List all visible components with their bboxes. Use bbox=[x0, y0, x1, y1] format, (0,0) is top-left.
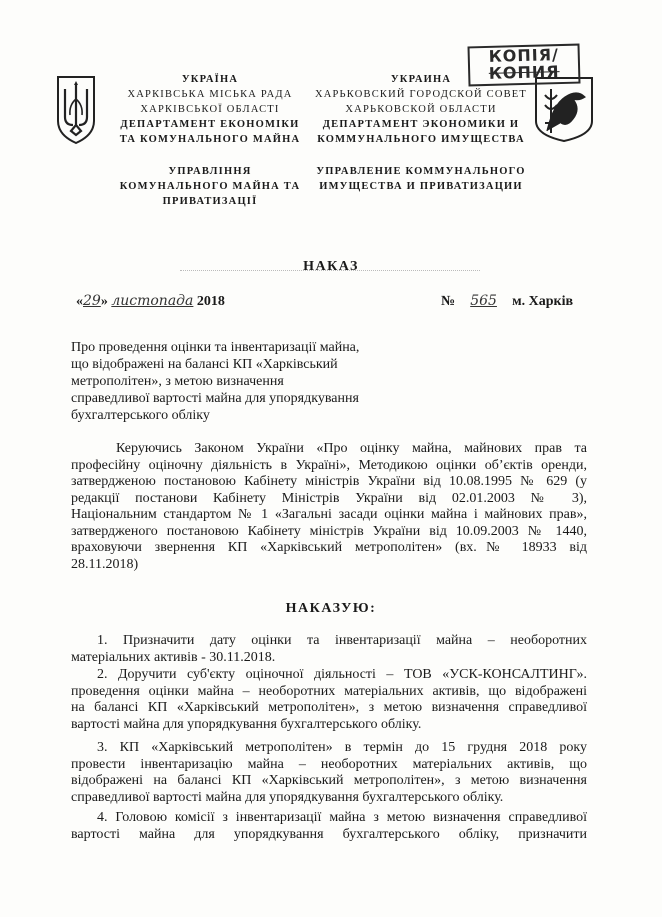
item-line: відображені на балансі КП «Харківський метрополітен», з метою визначення bbox=[71, 773, 587, 788]
preamble-paragraph bbox=[71, 441, 587, 573]
header-russian bbox=[308, 72, 534, 194]
item-line: 3. КП «Харківський метрополітен» в термін до 15 грудня 2018 року bbox=[97, 740, 587, 755]
number-label: № bbox=[441, 294, 456, 309]
order-number bbox=[441, 293, 573, 310]
subject-line: що відображені на балансі КП «Харківський bbox=[71, 357, 338, 372]
date-year: 2018 bbox=[196, 294, 225, 309]
order-title: НАКАЗ bbox=[303, 259, 359, 274]
item-line: 1. Призначити дату оцінки та інвентаризації майна – необоротних bbox=[97, 633, 587, 648]
preamble-line: Керуючись Законом України «Про оцінку майна, майнових прав та bbox=[116, 441, 587, 456]
header-ua-line-3: ХАРКІВСЬКОЇ ОБЛАСТІ bbox=[140, 104, 280, 115]
subject-line: Про проведення оцінки та інвентаризації майна, bbox=[71, 340, 360, 355]
item-line: вартості майна для упорядкування бухгалтерського обліку. bbox=[71, 716, 422, 732]
order-item-3 bbox=[71, 740, 587, 806]
order-subject bbox=[71, 339, 401, 424]
preamble-line: затвердженою постановою Кабінету міністрів України від 10.08.1995 № 629 (у bbox=[71, 474, 587, 489]
number-city: м. Харків bbox=[512, 294, 574, 309]
item-line: матеріальних активів - 30.11.2018. bbox=[71, 649, 276, 665]
preamble-line: редакції постанови Кабінету Міністрів України від 02.01.2003 № 3), bbox=[71, 490, 587, 506]
header-ua-line-1: УКРАЇНА bbox=[181, 74, 239, 85]
header-ru-line-2: ХАРЬКОВСКИЙ ГОРОДСКОЙ СОВЕТ bbox=[314, 89, 528, 100]
order-item-1 bbox=[71, 633, 587, 666]
date-month: листопада bbox=[111, 293, 194, 309]
order-item-2 bbox=[71, 667, 587, 733]
stamp-line-2: КОПИЯ bbox=[488, 62, 560, 83]
date-day: 29 bbox=[83, 293, 101, 309]
header-ukrainian bbox=[100, 72, 320, 209]
preamble-line: затвердженого постановою Кабінету міністрів України від 10.09.2003 № 1440, bbox=[71, 523, 587, 539]
item-line: 4. Головою комісії з інвентаризації майна з метою визначення справедливої bbox=[97, 810, 587, 825]
header-ru-line-3: ХАРЬКОВСКОЙ ОБЛАСТИ bbox=[345, 104, 497, 115]
header-ru-line-6: УПРАВЛЕНИЕ КОММУНАЛЬНОГО bbox=[316, 166, 526, 177]
item-line: вартості майна для упорядкування бухгалтерського обліку, призначити bbox=[71, 826, 587, 842]
item-line: 2. Доручити суб'єкту оціночної діяльності – ТОВ «УСК-КОНСАЛТИНГ». bbox=[97, 667, 587, 682]
item-line: справедливої вартості майна для упорядкування бухгалтерського обліку. bbox=[71, 789, 504, 805]
number-value: 565 bbox=[470, 293, 497, 309]
item-line: проведення оцінки майна – необоротних матеріальних активів, що відображені bbox=[71, 683, 587, 699]
preamble-line: професійну оціночну діяльність в Україні», Методикою оцінки об’єктів оренди, bbox=[71, 457, 587, 473]
header-ru-line-4: ДЕПАРТАМЕНТ ЭКОНОМИКИ И bbox=[322, 119, 520, 130]
preamble-line: враховуючи звернення КП «Харківський метрополітен» (вх.№ 18933 від bbox=[71, 540, 587, 555]
header-ua-line-2: ХАРКІВСЬКА МІСЬКА РАДА bbox=[127, 89, 293, 100]
subject-line: бухгалтерського обліку bbox=[71, 408, 210, 423]
header-ua-line-4: ДЕПАРТАМЕНТ ЕКОНОМІКИ bbox=[120, 119, 300, 130]
header-ru-line-5: КОММУНАЛЬНОГО ИМУЩЕСТВА bbox=[317, 134, 525, 145]
date-open-quote: « bbox=[76, 294, 83, 309]
ukraine-trident-emblem-icon bbox=[55, 75, 97, 145]
orders-heading: НАКАЗУЮ: bbox=[285, 601, 377, 616]
preamble-line: 28.11.2018) bbox=[71, 556, 139, 572]
stamp-line-1: КОПІЯ/ bbox=[488, 45, 560, 66]
subject-line: метрополітен», з метою визначення bbox=[71, 374, 284, 389]
header-ru-line-1: УКРАИНА bbox=[390, 74, 452, 85]
order-item-4 bbox=[71, 810, 587, 843]
header-ru-line-7: ИМУЩЕСТВА И ПРИВАТИЗАЦИИ bbox=[319, 181, 523, 192]
header-ua-line-8: ПРИВАТИЗАЦІЇ bbox=[162, 196, 258, 207]
kharkiv-city-emblem-icon bbox=[533, 75, 595, 143]
header-ua-line-5: ТА КОМУНАЛЬНОГО МАЙНА bbox=[119, 134, 301, 145]
preamble-line: Національним стандартом № 1 «Загальні засади оцінки майна і майнових прав», bbox=[71, 507, 587, 522]
item-line: на балансі КП «Харківський метрополітен», з метою визначення справедливої bbox=[71, 700, 587, 715]
date-close-quote: » bbox=[100, 294, 108, 309]
subject-line: справедливої вартості майна для упорядкування bbox=[71, 391, 359, 406]
item-line: провести інвентаризацію майна – необоротних матеріальних активів, що bbox=[71, 756, 587, 772]
header-ua-line-7: КОМУНАЛЬНОГО МАЙНА ТА bbox=[119, 181, 301, 192]
header-ua-line-6: УПРАВЛІННЯ bbox=[168, 166, 252, 177]
order-date bbox=[76, 293, 225, 310]
